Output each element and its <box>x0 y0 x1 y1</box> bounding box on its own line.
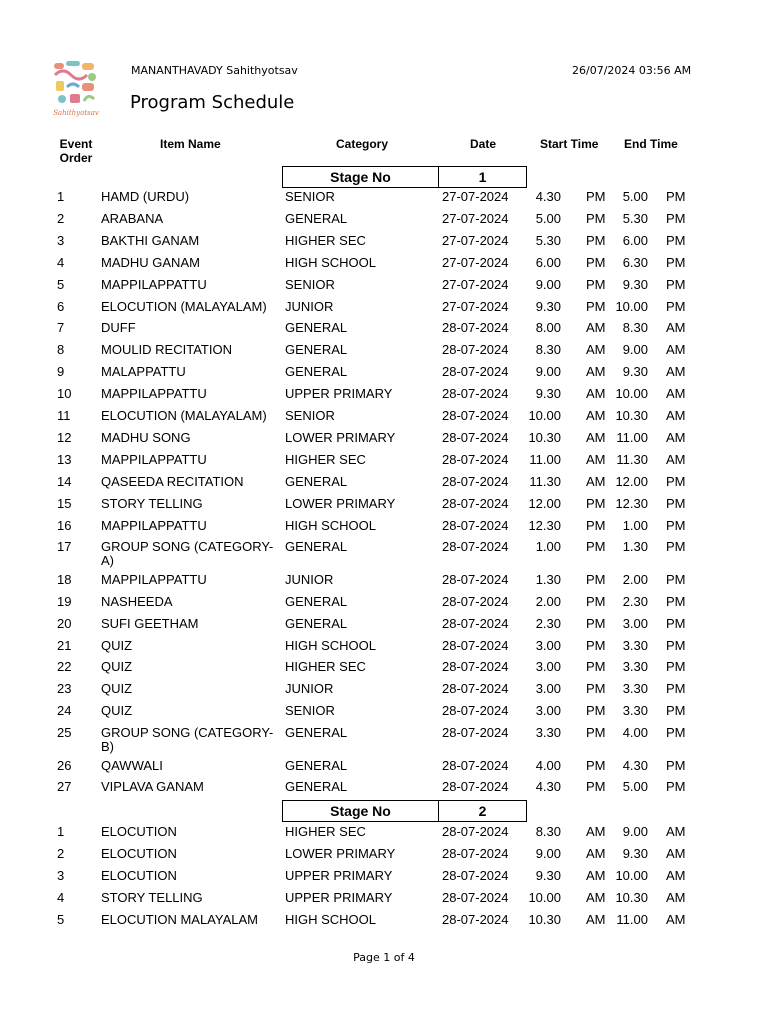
cell-end-time: 9.00 <box>622 342 648 358</box>
cell-date: 28-07-2024 <box>442 779 509 795</box>
cell-start-ampm: AM <box>586 386 606 402</box>
cell-category: HIGH SCHOOL <box>285 517 377 533</box>
cell-end-time: 11.00 <box>616 911 648 927</box>
cell-end-ampm: AM <box>666 342 686 358</box>
cell-event-order: 27 <box>57 779 72 795</box>
cell-item-name: NASHEEDA <box>101 593 173 609</box>
cell-event-order: 11 <box>57 408 71 423</box>
cell-category: JUNIOR <box>285 298 334 314</box>
cell-start-time: 9.00 <box>535 276 561 292</box>
cell-category: GENERAL <box>285 342 348 358</box>
cell-item-name: QUIZ <box>101 637 133 653</box>
cell-date: 28-07-2024 <box>442 889 509 905</box>
cell-end-time: 3.00 <box>622 615 648 631</box>
cell-category: GENERAL <box>285 210 348 226</box>
cell-start-time: 9.30 <box>535 386 561 402</box>
svg-text:Sahithyotsav: Sahithyotsav <box>53 109 99 117</box>
cell-event-order: 5 <box>57 276 65 292</box>
cell-end-time: 9.30 <box>622 845 648 861</box>
cell-item-name: GROUP SONG (CATEGORY-A) <box>101 539 274 569</box>
cell-start-ampm: PM <box>586 539 606 555</box>
cell-end-time: 1.30 <box>622 539 648 555</box>
organization-name: MANANTHAVADY Sahithyotsav <box>131 64 298 77</box>
cell-category: GENERAL <box>285 725 348 741</box>
cell-end-time: 11.00 <box>616 429 648 445</box>
cell-end-time: 10.00 <box>615 867 648 883</box>
cell-start-time: 4.30 <box>535 189 561 204</box>
cell-end-time: 4.00 <box>622 725 648 741</box>
cell-event-order: 6 <box>57 298 65 314</box>
cell-end-ampm: PM <box>666 725 686 741</box>
cell-item-name: ARABANA <box>101 210 164 226</box>
cell-event-order: 19 <box>57 593 72 609</box>
cell-start-time: 5.00 <box>535 210 561 226</box>
cell-end-ampm: AM <box>666 889 686 905</box>
cell-category: UPPER PRIMARY <box>285 386 393 402</box>
cell-item-name: ELOCUTION <box>101 845 177 861</box>
cell-category: GENERAL <box>285 757 348 773</box>
cell-category: GENERAL <box>285 364 348 380</box>
cell-date: 28-07-2024 <box>442 911 509 927</box>
cell-end-time: 5.00 <box>622 189 648 204</box>
cell-end-time: 10.00 <box>615 386 648 402</box>
cell-end-time: 3.30 <box>622 681 648 697</box>
cell-start-time: 11.30 <box>529 473 561 489</box>
cell-start-ampm: AM <box>586 364 606 380</box>
cell-category: GENERAL <box>285 615 348 631</box>
cell-start-time: 3.00 <box>535 703 561 719</box>
cell-item-name: DUFF <box>101 320 136 336</box>
cell-end-time: 6.00 <box>622 232 648 248</box>
cell-end-time: 3.30 <box>622 637 648 653</box>
cell-end-ampm: AM <box>666 386 686 402</box>
cell-event-order: 3 <box>57 232 65 248</box>
cell-date: 28-07-2024 <box>442 593 509 609</box>
cell-category: GENERAL <box>285 539 348 555</box>
cell-start-ampm: PM <box>586 276 606 292</box>
cell-item-name: GROUP SONG (CATEGORY-B) <box>101 725 274 755</box>
cell-start-time: 8.00 <box>535 320 561 336</box>
cell-start-ampm: PM <box>586 254 606 270</box>
cell-end-time: 10.00 <box>615 298 648 314</box>
cell-item-name: STORY TELLING <box>101 495 203 511</box>
cell-start-ampm: AM <box>586 408 606 423</box>
cell-item-name: QASEEDA RECITATION <box>101 473 244 489</box>
cell-end-time: 9.30 <box>622 364 648 380</box>
cell-category: SENIOR <box>285 189 335 204</box>
cell-end-time: 5.00 <box>622 779 648 795</box>
cell-date: 27-07-2024 <box>442 210 509 226</box>
cell-start-ampm: PM <box>586 517 606 533</box>
cell-end-time: 10.30 <box>615 408 648 423</box>
cell-item-name: HAMD (URDU) <box>101 189 190 204</box>
cell-start-ampm: AM <box>586 429 606 445</box>
cell-start-ampm: AM <box>586 911 606 927</box>
cell-date: 28-07-2024 <box>442 681 509 697</box>
cell-event-order: 1 <box>57 189 65 204</box>
col-header-category: Category <box>336 137 389 151</box>
cell-start-ampm: PM <box>586 681 606 697</box>
cell-event-order: 26 <box>57 757 72 773</box>
cell-item-name: ELOCUTION <box>101 867 177 883</box>
report-datetime: 26/07/2024 03:56 AM <box>572 64 692 77</box>
cell-start-time: 10.30 <box>528 911 561 927</box>
cell-end-ampm: AM <box>666 320 686 336</box>
cell-start-time: 5.30 <box>535 232 561 248</box>
cell-start-ampm: PM <box>586 571 606 587</box>
cell-start-ampm: PM <box>586 593 606 609</box>
cell-date: 28-07-2024 <box>442 824 509 839</box>
cell-event-order: 14 <box>57 473 72 489</box>
cell-item-name: MAPPILAPPATTU <box>101 386 207 402</box>
cell-start-ampm: AM <box>586 473 606 489</box>
cell-item-name: QUIZ <box>101 681 133 697</box>
cell-category: GENERAL <box>285 473 348 489</box>
cell-category: LOWER PRIMARY <box>285 845 396 861</box>
cell-category: HIGH SCHOOL <box>285 911 377 927</box>
cell-end-time: 12.30 <box>615 495 648 511</box>
cell-date: 28-07-2024 <box>442 386 509 402</box>
cell-end-ampm: AM <box>666 364 686 380</box>
cell-event-order: 23 <box>57 681 72 697</box>
cell-start-ampm: PM <box>586 637 606 653</box>
cell-start-time: 3.30 <box>535 725 561 741</box>
cell-event-order: 9 <box>57 364 65 380</box>
cell-category: UPPER PRIMARY <box>285 889 393 905</box>
cell-item-name: MALAPPATTU <box>101 364 186 380</box>
cell-category: SENIOR <box>285 408 335 423</box>
cell-item-name: MOULID RECITATION <box>101 342 232 358</box>
cell-event-order: 25 <box>57 725 72 741</box>
cell-category: JUNIOR <box>285 571 334 587</box>
cell-item-name: MAPPILAPPATTU <box>101 517 207 533</box>
cell-category: HIGHER SEC <box>285 659 366 675</box>
cell-end-ampm: AM <box>666 867 686 883</box>
cell-date: 27-07-2024 <box>442 232 509 248</box>
cell-start-ampm: PM <box>586 495 606 511</box>
cell-start-time: 1.00 <box>535 539 561 555</box>
cell-event-order: 7 <box>57 320 65 336</box>
cell-date: 28-07-2024 <box>442 320 509 336</box>
cell-start-ampm: PM <box>586 725 606 741</box>
col-header-date: Date <box>470 137 497 151</box>
cell-event-order: 8 <box>57 342 65 358</box>
cell-event-order: 22 <box>57 659 72 675</box>
cell-category: SENIOR <box>285 703 335 719</box>
cell-date: 28-07-2024 <box>442 408 509 423</box>
cell-end-ampm: PM <box>666 539 686 555</box>
cell-end-ampm: AM <box>666 429 686 445</box>
cell-date: 27-07-2024 <box>442 189 509 204</box>
cell-end-ampm: PM <box>666 189 686 204</box>
cell-end-time: 3.30 <box>622 703 648 719</box>
cell-end-time: 4.30 <box>622 757 648 773</box>
cell-end-ampm: PM <box>666 276 686 292</box>
cell-date: 28-07-2024 <box>442 867 509 883</box>
cell-end-time: 2.00 <box>622 571 648 587</box>
cell-item-name: QUIZ <box>101 703 133 719</box>
cell-end-ampm: PM <box>666 254 686 270</box>
cell-event-order: 4 <box>57 889 65 905</box>
cell-end-ampm: PM <box>666 298 686 314</box>
cell-start-time: 12.00 <box>528 495 561 511</box>
cell-item-name: ELOCUTION (MALAYALAM) <box>101 408 267 423</box>
cell-date: 28-07-2024 <box>442 725 509 741</box>
cell-end-ampm: PM <box>666 495 686 511</box>
cell-start-ampm: AM <box>586 867 606 883</box>
col-header-event-order: Event Order <box>59 137 93 165</box>
cell-item-name: MAPPILAPPATTU <box>101 571 207 587</box>
page-number: Page 1 of 4 <box>353 951 415 964</box>
cell-event-order: 18 <box>57 571 72 587</box>
stage-number: 1 <box>438 166 527 188</box>
cell-date: 28-07-2024 <box>442 342 509 358</box>
cell-start-time: 12.30 <box>528 517 561 533</box>
cell-event-order: 4 <box>57 254 65 270</box>
cell-date: 28-07-2024 <box>442 517 509 533</box>
cell-start-ampm: AM <box>586 845 606 861</box>
cell-category: SENIOR <box>285 276 335 292</box>
cell-start-time: 9.00 <box>535 364 561 380</box>
cell-start-time: 4.00 <box>535 757 561 773</box>
cell-start-ampm: AM <box>586 320 606 336</box>
cell-event-order: 24 <box>57 703 72 719</box>
cell-category: HIGHER SEC <box>285 232 366 248</box>
cell-start-ampm: PM <box>586 298 606 314</box>
cell-category: UPPER PRIMARY <box>285 867 393 883</box>
cell-event-order: 15 <box>57 495 72 511</box>
cell-item-name: QAWWALI <box>101 757 163 773</box>
cell-date: 28-07-2024 <box>442 637 509 653</box>
cell-category: GENERAL <box>285 320 348 336</box>
stage-number: 2 <box>438 800 527 822</box>
cell-end-time: 9.30 <box>622 276 648 292</box>
sahithyotsav-logo <box>52 59 100 123</box>
cell-end-ampm: AM <box>666 824 686 839</box>
cell-end-time: 3.30 <box>622 659 648 675</box>
cell-start-ampm: PM <box>586 703 606 719</box>
cell-start-ampm: AM <box>586 824 606 839</box>
cell-end-ampm: AM <box>666 911 686 927</box>
cell-event-order: 2 <box>57 845 65 861</box>
cell-item-name: MAPPILAPPATTU <box>101 276 207 292</box>
cell-date: 28-07-2024 <box>442 539 509 555</box>
cell-start-ampm: AM <box>586 451 606 467</box>
cell-date: 28-07-2024 <box>442 703 509 719</box>
cell-item-name: ELOCUTION <box>101 824 177 839</box>
cell-end-ampm: AM <box>666 408 686 423</box>
cell-end-time: 10.30 <box>615 889 648 905</box>
cell-end-time: 9.00 <box>622 824 648 839</box>
cell-event-order: 20 <box>57 615 72 631</box>
cell-start-ampm: AM <box>586 342 606 358</box>
cell-start-time: 8.30 <box>535 824 561 839</box>
cell-start-ampm: PM <box>586 615 606 631</box>
cell-date: 28-07-2024 <box>442 757 509 773</box>
cell-end-time: 1.00 <box>622 517 648 533</box>
cell-item-name: BAKTHI GANAM <box>101 232 200 248</box>
stage-label: Stage No <box>282 166 439 188</box>
cell-end-ampm: PM <box>666 517 686 533</box>
cell-start-ampm: PM <box>586 189 606 204</box>
cell-start-time: 3.00 <box>535 659 561 675</box>
cell-end-ampm: PM <box>666 681 686 697</box>
cell-end-time: 5.30 <box>622 210 648 226</box>
cell-date: 28-07-2024 <box>442 659 509 675</box>
col-header-item-name: Item Name <box>160 137 221 151</box>
stage-header <box>282 166 527 188</box>
cell-event-order: 2 <box>57 210 65 226</box>
cell-item-name: VIPLAVA GANAM <box>101 779 204 795</box>
cell-item-name: MADHU SONG <box>101 429 191 445</box>
cell-event-order: 17 <box>57 539 72 555</box>
cell-category: GENERAL <box>285 779 348 795</box>
cell-start-time: 9.30 <box>535 867 561 883</box>
cell-end-time: 6.30 <box>622 254 648 270</box>
cell-end-time: 2.30 <box>622 593 648 609</box>
cell-end-ampm: PM <box>666 210 686 226</box>
cell-start-ampm: PM <box>586 210 606 226</box>
cell-end-time: 12.00 <box>615 473 648 489</box>
page-title: Program Schedule <box>130 92 295 113</box>
cell-item-name: ELOCUTION MALAYALAM <box>101 911 258 927</box>
cell-end-ampm: PM <box>666 473 686 489</box>
cell-start-ampm: PM <box>586 659 606 675</box>
cell-event-order: 1 <box>57 824 65 839</box>
stage-label: Stage No <box>282 800 439 822</box>
cell-end-ampm: PM <box>666 637 686 653</box>
cell-event-order: 5 <box>57 911 65 927</box>
cell-end-ampm: AM <box>666 845 686 861</box>
cell-start-time: 2.30 <box>535 615 561 631</box>
cell-start-time: 10.00 <box>528 408 561 423</box>
cell-start-time: 8.30 <box>535 342 561 358</box>
cell-start-time: 6.00 <box>535 254 561 270</box>
cell-event-order: 10 <box>57 386 72 402</box>
cell-category: LOWER PRIMARY <box>285 429 396 445</box>
cell-item-name: ELOCUTION (MALAYALAM) <box>101 298 267 314</box>
cell-category: GENERAL <box>285 593 348 609</box>
cell-event-order: 12 <box>57 429 72 445</box>
cell-item-name: STORY TELLING <box>101 889 203 905</box>
cell-start-time: 10.00 <box>528 889 561 905</box>
cell-category: HIGHER SEC <box>285 824 366 839</box>
cell-date: 27-07-2024 <box>442 298 509 314</box>
cell-end-ampm: PM <box>666 703 686 719</box>
cell-start-ampm: PM <box>586 232 606 248</box>
cell-end-ampm: PM <box>666 232 686 248</box>
cell-item-name: MAPPILAPPATTU <box>101 451 207 467</box>
cell-category: LOWER PRIMARY <box>285 495 396 511</box>
cell-date: 28-07-2024 <box>442 571 509 587</box>
cell-start-time: 9.00 <box>535 845 561 861</box>
cell-end-ampm: PM <box>666 659 686 675</box>
cell-category: HIGH SCHOOL <box>285 637 377 653</box>
cell-start-time: 3.00 <box>535 681 561 697</box>
cell-item-name: QUIZ <box>101 659 133 675</box>
cell-item-name: SUFI GEETHAM <box>101 615 199 631</box>
cell-date: 28-07-2024 <box>442 845 509 861</box>
cell-date: 28-07-2024 <box>442 451 509 467</box>
cell-end-time: 11.30 <box>616 451 648 467</box>
cell-date: 27-07-2024 <box>442 254 509 270</box>
cell-start-time: 2.00 <box>535 593 561 609</box>
cell-end-ampm: PM <box>666 593 686 609</box>
cell-event-order: 3 <box>57 867 65 883</box>
cell-start-time: 3.00 <box>535 637 561 653</box>
cell-date: 28-07-2024 <box>442 615 509 631</box>
cell-category: HIGH SCHOOL <box>285 254 377 270</box>
cell-event-order: 21 <box>57 637 72 653</box>
cell-category: JUNIOR <box>285 681 334 697</box>
cell-event-order: 16 <box>57 517 72 533</box>
cell-start-time: 9.30 <box>535 298 561 314</box>
cell-end-time: 8.30 <box>622 320 648 336</box>
cell-end-ampm: PM <box>666 757 686 773</box>
cell-start-ampm: PM <box>586 779 606 795</box>
cell-start-ampm: PM <box>586 757 606 773</box>
cell-start-time: 10.30 <box>528 429 561 445</box>
col-header-end-time: End Time <box>624 137 678 151</box>
cell-event-order: 13 <box>57 451 72 467</box>
cell-end-ampm: PM <box>666 571 686 587</box>
cell-date: 28-07-2024 <box>442 473 509 489</box>
cell-date: 27-07-2024 <box>442 276 509 292</box>
cell-end-ampm: AM <box>666 451 686 467</box>
cell-date: 28-07-2024 <box>442 364 509 380</box>
cell-end-ampm: PM <box>666 779 686 795</box>
cell-date: 28-07-2024 <box>442 429 509 445</box>
stage-header <box>282 800 527 822</box>
col-header-start-time: Start Time <box>540 137 599 151</box>
cell-end-ampm: PM <box>666 615 686 631</box>
cell-category: HIGHER SEC <box>285 451 366 467</box>
cell-item-name: MADHU GANAM <box>101 254 200 270</box>
cell-start-time: 4.30 <box>535 779 561 795</box>
cell-start-time: 1.30 <box>535 571 561 587</box>
cell-start-time: 11.00 <box>529 451 561 467</box>
cell-start-ampm: AM <box>586 889 606 905</box>
cell-date: 28-07-2024 <box>442 495 509 511</box>
